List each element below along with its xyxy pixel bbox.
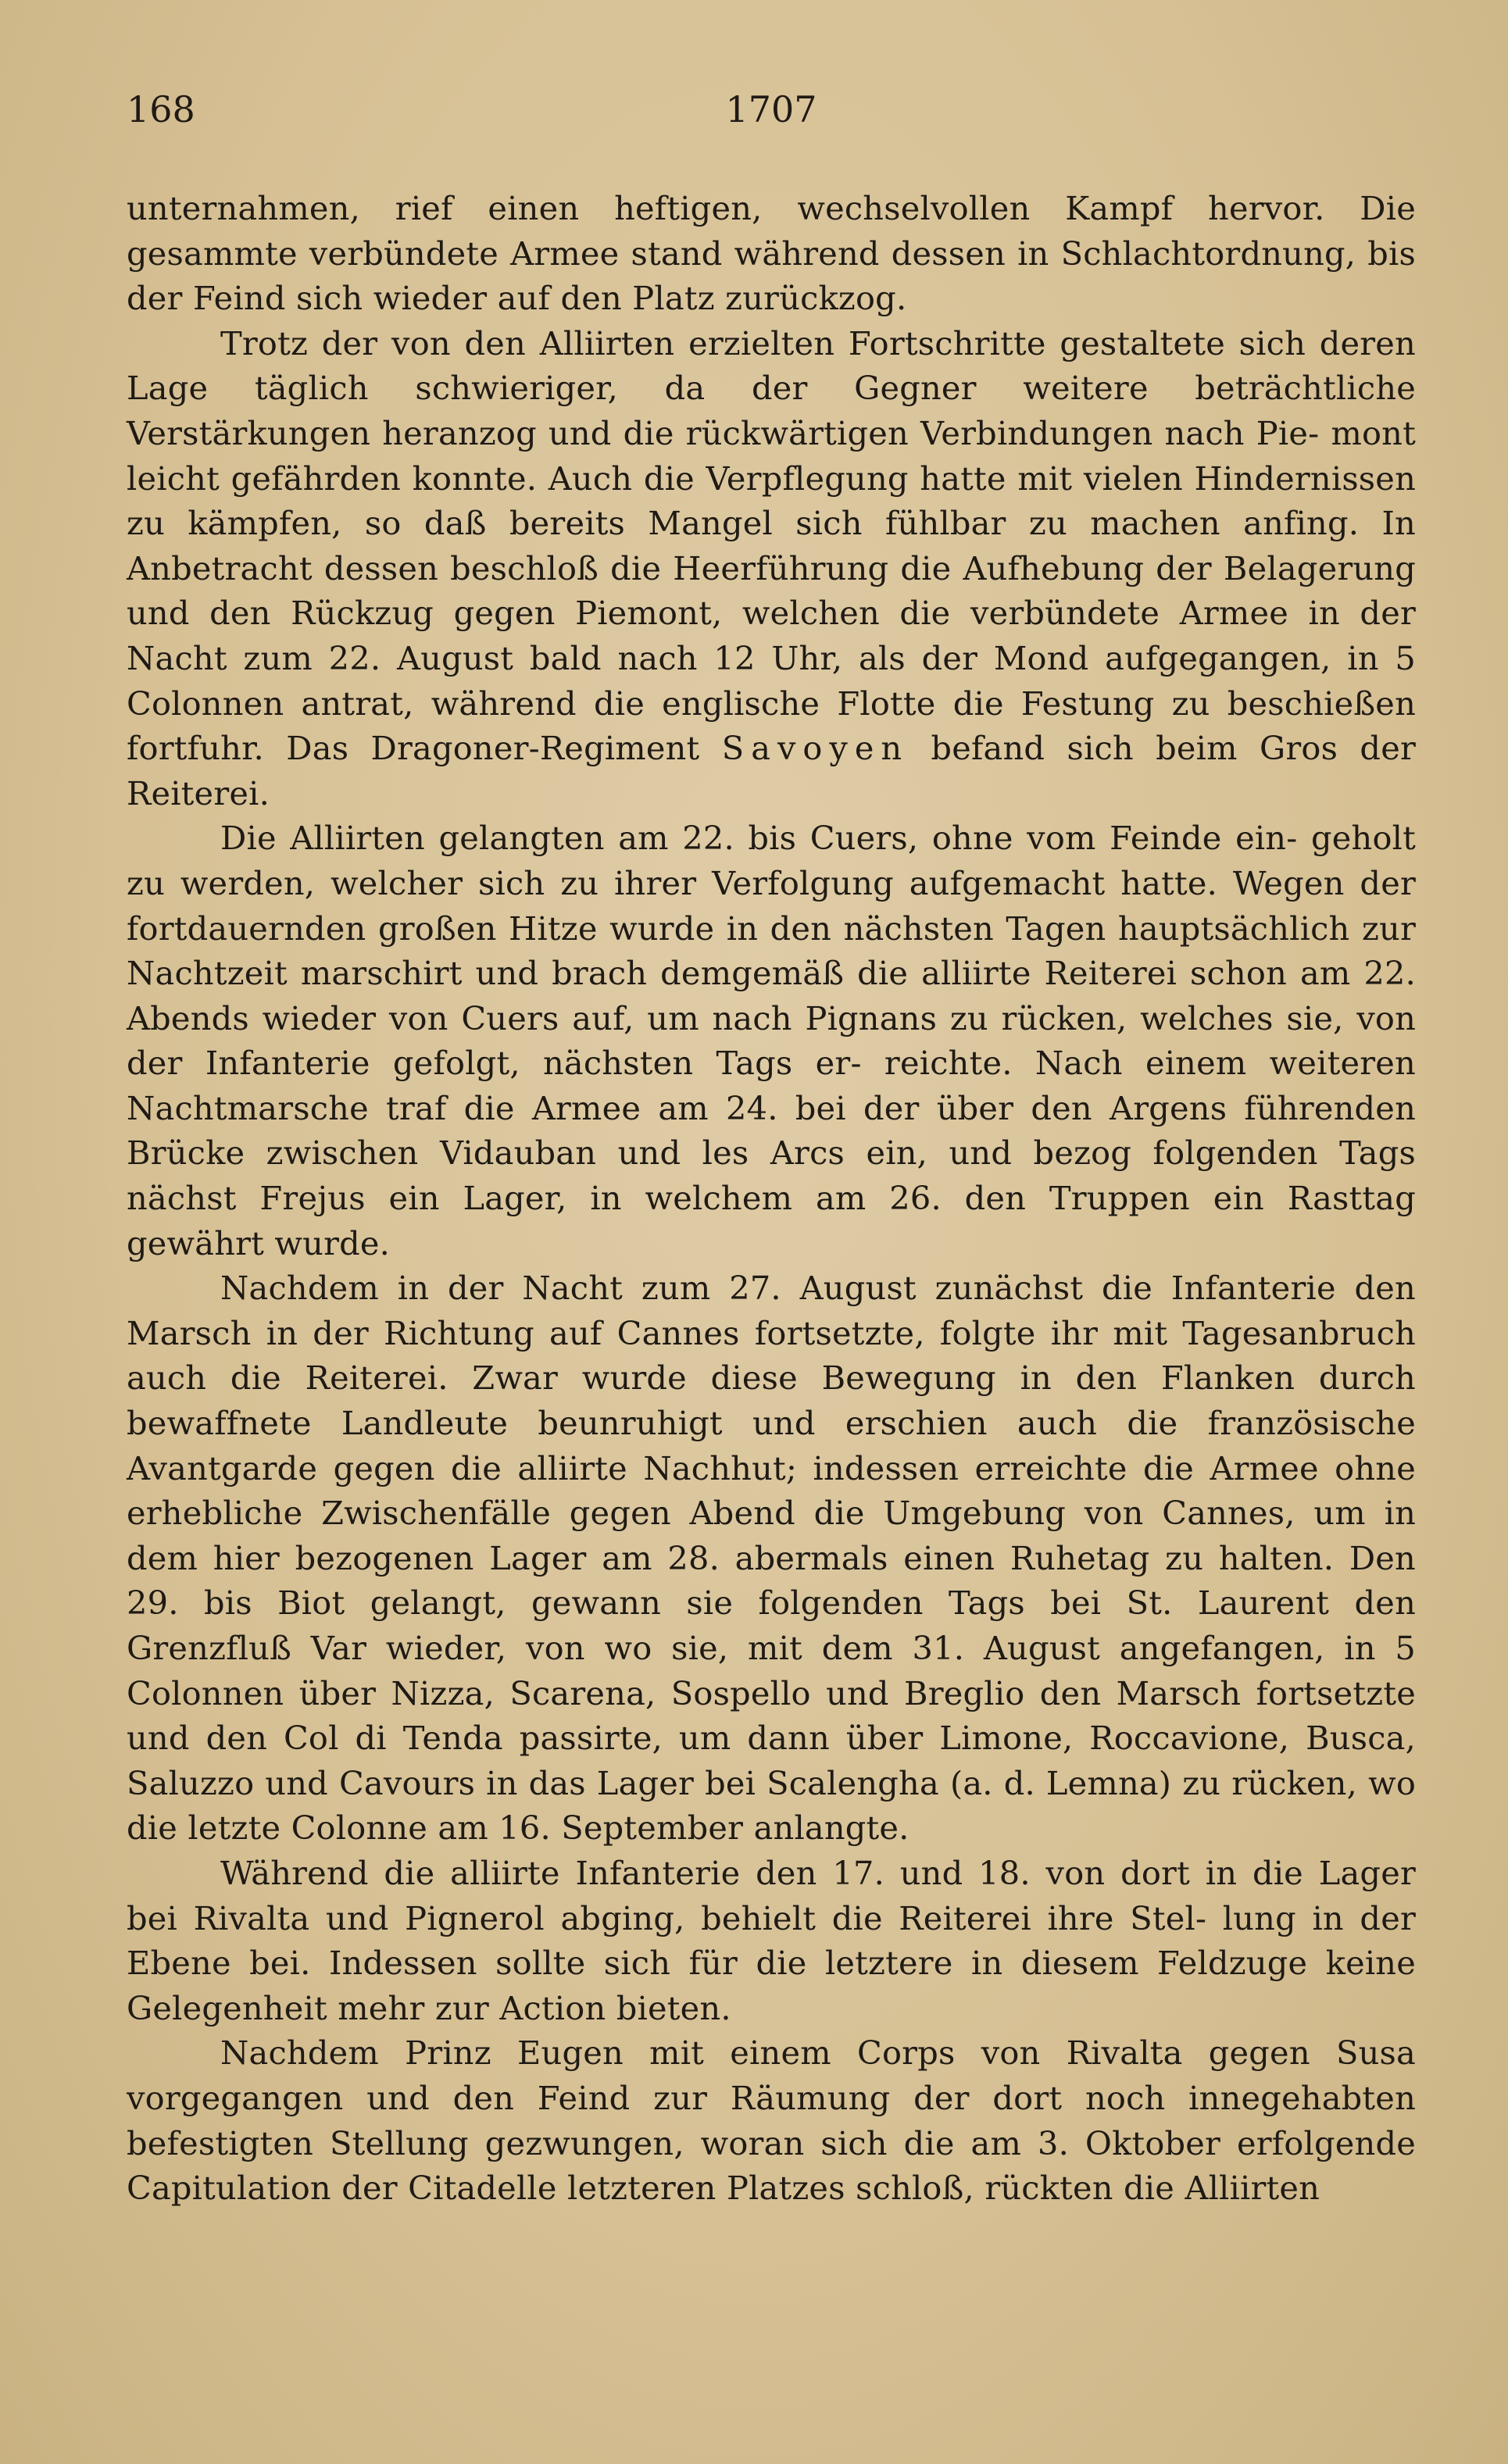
page-number: 168 [127,88,195,130]
paragraph-3: Die Alliirten gelangten am 22. bis Cuers, ohne vom Feinde ein- geholt zu werden, welcher sich zu ihrer Verfolgung aufgemacht hatte. Wegen der fortdauernden großen Hitze wurde in den nächsten Tagen hauptsächlich zur Nachtzeit marschirt und brach demgemäß die alliirte Reiterei schon am 22. Abends wieder von Cuers auf, um nach Pignans zu rücken, welches sie, von der Infanterie gefolgt, nächsten Tags er- reichte. Nach einem weiteren Nachtmarsche traf die Armee am 24. bei der über den Argens führenden Brücke zwischen Vidauban und les Arcs ein, und bezog folgenden Tags nächst Frejus ein Lager, in welchem am 26. den Truppen ein Rasttag gewährt wurde. [127,819,1416,1262]
paragraph-2-text-after: befand sich beim Gros der Reiterei. [127,729,1416,812]
page-header [127,78,1416,141]
paragraph-5: Während die alliirte Infanterie den 17. und 18. von dort in die Lager bei Rivalta und Pignerol abging, behielt die Reiterei ihre Stel- lung in der Ebene bei. Indessen sollte sich für die letztere in diesem Feldzuge keine Gelegenheit mehr zur Action bieten. [127,1853,1416,2027]
paragraph-1: unternahmen, rief einen heftigen, wechselvollen Kampf hervor. Die gesammte verbündete Armee stand während dessen in Schlachtordnung, bis der Feind sich wieder auf den Platz zurückzog. [127,189,1416,318]
paragraph-2-text-before: Trotz der von den Alliirten erzielten Fortschritte gestaltete sich deren Lage täglich schwieriger, da der Gegner weitere beträchtliche Verstärkungen heranzog und die rückwärtigen Verbindungen nach Pie- mont leicht gefährden konnte. Auch die Verpflegung hatte mit vielen Hindernissen zu kämpfen, so daß bereits Mangel sich fühlbar zu machen anfing. In Anbetracht dessen beschloß die Heerführung die Aufhebung der Belagerung und den Rückzug gegen Piemont, welchen die verbündete Armee in der Nacht zum 22. August bald nach 12 Uhr, als der Mond aufgegangen, in 5 Colonnen antrat, während die englische Flotte die Festung zu beschießen fortfuhr. Das Dragoner-Regiment [127,323,1416,768]
body-text [127,186,1416,2211]
regiment-name-spaced: Savoyen [721,729,909,768]
running-head-year: 1707 [725,88,817,130]
paragraph-4: Nachdem in der Nacht zum 27. August zunächst die Infanterie den Marsch in der Richtung auf Cannes fortsetzte, folgte ihr mit Tagesanbruch auch die Reiterei. Zwar wurde diese Bewegung in den Flanken durch bewaffnete Landleute beunruhigt und erschien auch die französische Avantgarde gegen die alliirte Nachhut; indessen erreichte die Armee ohne erhebliche Zwischenfälle gegen Abend die Umgebung von Cannes, um in dem hier bezogenen Lager am 28. abermals einen Ruhetag zu halten. Den 29. bis Biot gelangt, gewann sie folgenden Tags bei St. Laurent den Grenzfluß Var wieder, von wo sie, mit dem 31. August angefangen, in 5 Colonnen über Nizza, Scarena, Sospello und Breglio den Marsch fortsetzte und den Col di Tenda passirte, um dann über Limone, Roccavione, Busca, Saluzzo und Cavours in das Lager bei Scalengha (a. d. Lemna) zu rücken, wo die letzte Colonne am 16. September anlangte. [127,1269,1416,1848]
paragraph-2 [127,321,1416,816]
paragraph-6: Nachdem Prinz Eugen mit einem Corps von Rivalta gegen Susa vorgegangen und den Feind zur Räumung der dort noch innegehabten befestigten Stellung gezwungen, woran sich die am 3. Oktober erfolgende Capitulation der Citadelle letzteren Platzes schloß, rückten die Alliirten [127,2034,1416,2208]
